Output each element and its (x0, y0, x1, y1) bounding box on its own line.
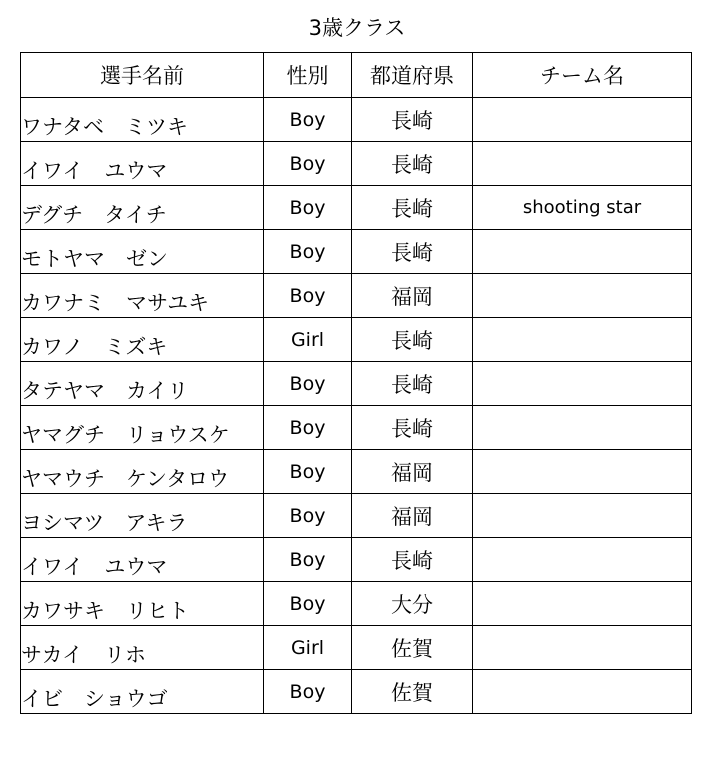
player-prefecture: 長崎 (352, 538, 473, 582)
player-name: カワサキ リヒト (21, 582, 264, 626)
player-team (473, 582, 692, 626)
player-gender: Girl (264, 626, 352, 670)
player-gender: Boy (264, 362, 352, 406)
player-name: ヨシマツ アキラ (21, 494, 264, 538)
player-name: イワイ ユウマ (21, 142, 264, 186)
player-team (473, 142, 692, 186)
player-prefecture: 長崎 (352, 230, 473, 274)
player-name: カワノ ミズキ (21, 318, 264, 362)
player-prefecture: 佐賀 (352, 670, 473, 714)
player-name: モトヤマ ゼン (21, 230, 264, 274)
player-prefecture: 長崎 (352, 142, 473, 186)
table-row (21, 318, 692, 362)
header-row (21, 53, 692, 98)
player-prefecture: 長崎 (352, 318, 473, 362)
table-row (21, 626, 692, 670)
header-prefecture: 都道府県 (352, 53, 473, 98)
player-team (473, 98, 692, 142)
player-prefecture: 長崎 (352, 98, 473, 142)
player-gender: Boy (264, 670, 352, 714)
player-prefecture: 長崎 (352, 186, 473, 230)
player-team: shooting star (473, 186, 692, 230)
roster-table (20, 52, 692, 714)
table-row (21, 98, 692, 142)
table-row (21, 494, 692, 538)
player-name: ヤマグチ リョウスケ (21, 406, 264, 450)
table-row (21, 186, 692, 230)
player-name: デグチ タイチ (21, 186, 264, 230)
player-gender: Boy (264, 406, 352, 450)
player-prefecture: 福岡 (352, 274, 473, 318)
player-name: タテヤマ カイリ (21, 362, 264, 406)
player-gender: Boy (264, 230, 352, 274)
player-gender: Boy (264, 98, 352, 142)
player-team (473, 406, 692, 450)
player-prefecture: 福岡 (352, 450, 473, 494)
player-name: カワナミ マサユキ (21, 274, 264, 318)
player-prefecture: 長崎 (352, 406, 473, 450)
player-team (473, 318, 692, 362)
player-prefecture: 佐賀 (352, 626, 473, 670)
table-row (21, 142, 692, 186)
player-name: ワナタベ ミツキ (21, 98, 264, 142)
player-team (473, 538, 692, 582)
player-gender: Boy (264, 538, 352, 582)
player-gender: Girl (264, 318, 352, 362)
player-gender: Boy (264, 494, 352, 538)
table-row (21, 274, 692, 318)
player-name: ヤマウチ ケンタロウ (21, 450, 264, 494)
player-prefecture: 長崎 (352, 362, 473, 406)
header-team: チーム名 (473, 53, 692, 98)
player-team (473, 626, 692, 670)
player-team (473, 450, 692, 494)
player-team (473, 362, 692, 406)
player-team (473, 274, 692, 318)
player-team (473, 230, 692, 274)
page-title: 3歳クラス (308, 16, 406, 40)
player-gender: Boy (264, 450, 352, 494)
table-row (21, 450, 692, 494)
player-team (473, 670, 692, 714)
player-gender: Boy (264, 142, 352, 186)
player-prefecture: 大分 (352, 582, 473, 626)
player-name: イビ ショウゴ (21, 670, 264, 714)
player-team (473, 494, 692, 538)
table-row (21, 582, 692, 626)
player-prefecture: 福岡 (352, 494, 473, 538)
player-name: サカイ リホ (21, 626, 264, 670)
table-row (21, 230, 692, 274)
table-row (21, 406, 692, 450)
player-gender: Boy (264, 186, 352, 230)
player-name: イワイ ユウマ (21, 538, 264, 582)
table-row (21, 670, 692, 714)
header-name: 選手名前 (21, 53, 264, 98)
header-gender: 性別 (264, 53, 352, 98)
table-row (21, 362, 692, 406)
player-gender: Boy (264, 274, 352, 318)
player-gender: Boy (264, 582, 352, 626)
table-row (21, 538, 692, 582)
